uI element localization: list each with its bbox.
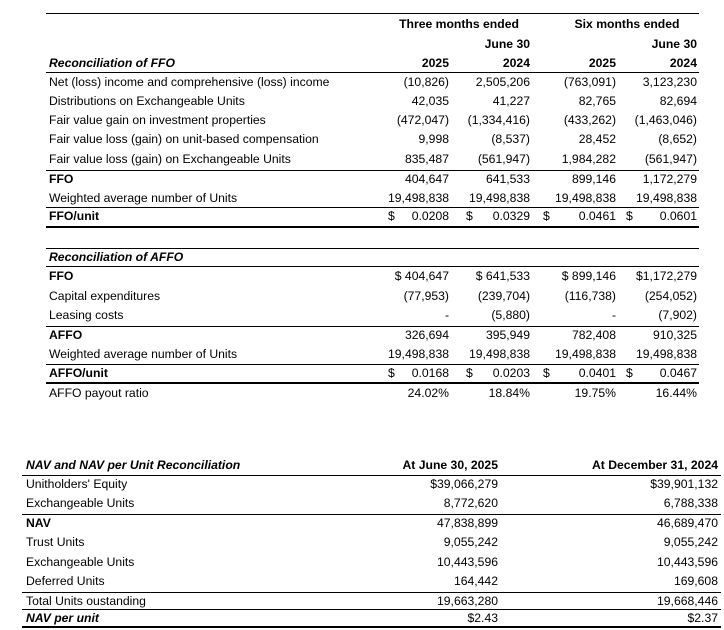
nav-col2-header: At December 31, 2024 (591, 458, 718, 472)
ffo-row-value: 19,498,838 (388, 191, 449, 205)
nav-row-value: 19,668,446 (657, 594, 718, 608)
nav-rule-above-total (22, 592, 721, 593)
nav-rule-above-per-unit (22, 609, 721, 610)
affo-top-rule (46, 248, 699, 249)
affo-row-value: 19,498,838 (388, 347, 449, 361)
affo-payout-val-1: 24.02% (407, 386, 449, 400)
affo-row-value: $ 404,647 (394, 269, 449, 283)
nav-row-label: Trust Units (26, 535, 85, 549)
affo-section-title: Reconciliation of AFFO (49, 250, 184, 264)
ffo-section-title: Reconciliation of FFO (49, 56, 175, 70)
affo-row-value: (254,052) (644, 289, 697, 303)
ffo-rule-above-ffo (46, 170, 699, 171)
ffo-row-value: (561,947) (477, 152, 530, 166)
ffo-header-three-months: Three months ended (399, 17, 519, 31)
affo-bottom-rule (46, 382, 699, 384)
affo-row-label: Capital expenditures (49, 289, 161, 303)
ffo-year-3: 2025 (588, 56, 616, 70)
ffo-row-value: (472,047) (396, 113, 449, 127)
nav-rule-above-nav (22, 514, 721, 515)
nav-header-rule (22, 475, 721, 476)
affo-payout-label: AFFO payout ratio (49, 386, 149, 400)
ffo-top-rule (46, 13, 699, 14)
ffo-row-value: 2,505,206 (475, 75, 530, 89)
ffo-row-value: 19,498,838 (555, 191, 616, 205)
affo-header-rule (46, 266, 699, 267)
ffo-header-six-date: June 30 (651, 37, 697, 51)
ffo-row-value: 19,498,838 (636, 191, 697, 205)
nav-row-label: NAV (26, 516, 51, 530)
affo-payout-val-4: 16.44% (655, 386, 697, 400)
nav-row-value: $2.43 (467, 611, 498, 625)
nav-bottom-rule (22, 626, 721, 628)
ffo-row-value: 1,172,279 (642, 172, 697, 186)
nav-row-label: Deferred Units (26, 574, 105, 588)
nav-row-value: 164,442 (453, 574, 498, 588)
ffo-row-label: Fair value loss (gain) on unit-based compensation (49, 132, 319, 146)
ffo-per-unit-cur-2: $ (466, 209, 473, 223)
affo-row-value: 19,498,838 (636, 347, 697, 361)
ffo-row-value: 82,765 (578, 94, 616, 108)
nav-row-label: NAV per unit (26, 611, 99, 625)
nav-row-value: 169,608 (673, 574, 718, 588)
affo-row-value: 19,498,838 (555, 347, 616, 361)
nav-row-value: 6,788,338 (663, 496, 718, 510)
ffo-row-value: 41,227 (492, 94, 530, 108)
nav-row-value: 9,055,242 (443, 535, 498, 549)
ffo-per-unit-label: FFO/unit (49, 209, 100, 223)
nav-row-value: $39,901,132 (650, 477, 718, 491)
ffo-row-value: 1,984,282 (561, 152, 616, 166)
ffo-row-label: Net (loss) income and comprehensive (loss) income (49, 75, 330, 89)
ffo-row-value: (763,091) (563, 75, 616, 89)
affo-per-unit-val-1: 0.0168 (411, 366, 449, 380)
ffo-per-unit-cur-1: $ (388, 209, 395, 223)
ffo-row-label: Fair value gain on investment properties (49, 113, 266, 127)
ffo-row-value: (433,262) (563, 113, 616, 127)
ffo-per-unit-val-3: 0.0461 (578, 209, 616, 223)
nav-row-label: Exchangeable Units (26, 555, 135, 569)
affo-per-unit-val-3: 0.0401 (578, 366, 616, 380)
nav-row-value: 46,689,470 (657, 516, 718, 530)
ffo-row-value: 19,498,838 (469, 191, 530, 205)
ffo-year-2: 2024 (502, 56, 530, 70)
nav-row-value: 47,838,899 (437, 516, 498, 530)
nav-row-value: 10,443,596 (437, 555, 498, 569)
ffo-year-4: 2024 (669, 56, 697, 70)
ffo-year-1: 2025 (421, 56, 449, 70)
nav-row-label: Unitholders' Equity (26, 477, 128, 491)
ffo-row-value: 404,647 (404, 172, 449, 186)
ffo-row-value: (8,652) (658, 132, 697, 146)
nav-section-title: NAV and NAV per Unit Reconciliation (26, 458, 241, 472)
ffo-header-three-date: June 30 (484, 37, 530, 51)
ffo-row-label: Fair value loss (gain) on Exchangeable Units (49, 152, 291, 166)
affo-row-label: FFO (49, 269, 74, 283)
nav-row-label: Exchangeable Units (26, 496, 135, 510)
ffo-per-unit-val-4: 0.0601 (659, 209, 697, 223)
ffo-row-label: Distributions on Exchangeable Units (49, 94, 245, 108)
affo-row-value: 326,694 (404, 328, 449, 342)
ffo-row-value: 641,533 (485, 172, 530, 186)
affo-per-unit-cur-3: $ (543, 366, 550, 380)
ffo-row-value: (10,826) (403, 75, 449, 89)
nav-row-value: 8,772,620 (443, 496, 498, 510)
affo-per-unit-cur-1: $ (388, 366, 395, 380)
nav-col1-header: At June 30, 2025 (402, 458, 498, 472)
affo-payout-val-2: 18.84% (488, 386, 530, 400)
affo-per-unit-val-2: 0.0203 (492, 366, 530, 380)
affo-per-unit-cur-4: $ (626, 366, 633, 380)
ffo-row-value: (8,537) (491, 132, 530, 146)
affo-row-value: (77,953) (403, 289, 449, 303)
ffo-row-value: (1,463,046) (634, 113, 697, 127)
affo-row-label: AFFO (49, 328, 83, 342)
affo-row-value: $ 641,533 (475, 269, 530, 283)
affo-payout-val-3: 19.75% (574, 386, 616, 400)
affo-row-label: Leasing costs (49, 308, 124, 322)
ffo-bottom-rule (46, 226, 699, 228)
ffo-per-unit-val-1: 0.0208 (411, 209, 449, 223)
ffo-row-label: Weighted average number of Units (49, 191, 238, 205)
affo-rule-above-affo (46, 326, 699, 327)
ffo-row-value: 9,998 (418, 132, 449, 146)
ffo-header-six-months: Six months ended (574, 17, 680, 31)
ffo-row-value: 3,123,230 (642, 75, 697, 89)
affo-per-unit-val-4: 0.0467 (659, 366, 697, 380)
nav-row-value: 10,443,596 (657, 555, 718, 569)
nav-row-value: $2.37 (687, 611, 718, 625)
ffo-header-rule (46, 72, 699, 73)
ffo-rule-above-unit (46, 207, 699, 208)
nav-row-value: 19,663,280 (437, 594, 498, 608)
affo-row-value: (7,902) (658, 308, 697, 322)
affo-row-value: (5,880) (491, 308, 530, 322)
ffo-row-value: 28,452 (578, 132, 616, 146)
affo-row-value: 782,408 (571, 328, 616, 342)
nav-row-label: Total Units oustanding (26, 594, 146, 608)
ffo-row-value: 82,694 (659, 94, 697, 108)
ffo-row-value: 835,487 (404, 152, 449, 166)
ffo-row-value: (1,334,416) (467, 113, 530, 127)
affo-per-unit-label: AFFO/unit (49, 366, 108, 380)
affo-per-unit-cur-2: $ (466, 366, 473, 380)
nav-row-value: $39,066,279 (430, 477, 498, 491)
ffo-row-value: 899,146 (571, 172, 616, 186)
ffo-row-label: FFO (49, 172, 74, 186)
affo-row-value: 910,325 (652, 328, 697, 342)
ffo-per-unit-cur-3: $ (543, 209, 550, 223)
affo-row-value: $1,172,279 (636, 269, 697, 283)
ffo-per-unit-cur-4: $ (626, 209, 633, 223)
affo-row-value: 19,498,838 (469, 347, 530, 361)
affo-row-value: - (444, 308, 449, 322)
affo-row-label: Weighted average number of Units (49, 347, 238, 361)
affo-rule-above-unit (46, 364, 699, 365)
affo-row-value: $ 899,146 (561, 269, 616, 283)
affo-row-value: - (611, 308, 616, 322)
nav-row-value: 9,055,242 (663, 535, 718, 549)
ffo-row-value: 42,035 (411, 94, 449, 108)
affo-row-value: (116,738) (564, 289, 616, 303)
affo-row-value: 395,949 (485, 328, 530, 342)
affo-row-value: (239,704) (477, 289, 530, 303)
ffo-per-unit-val-2: 0.0329 (492, 209, 530, 223)
ffo-row-value: (561,947) (644, 152, 697, 166)
